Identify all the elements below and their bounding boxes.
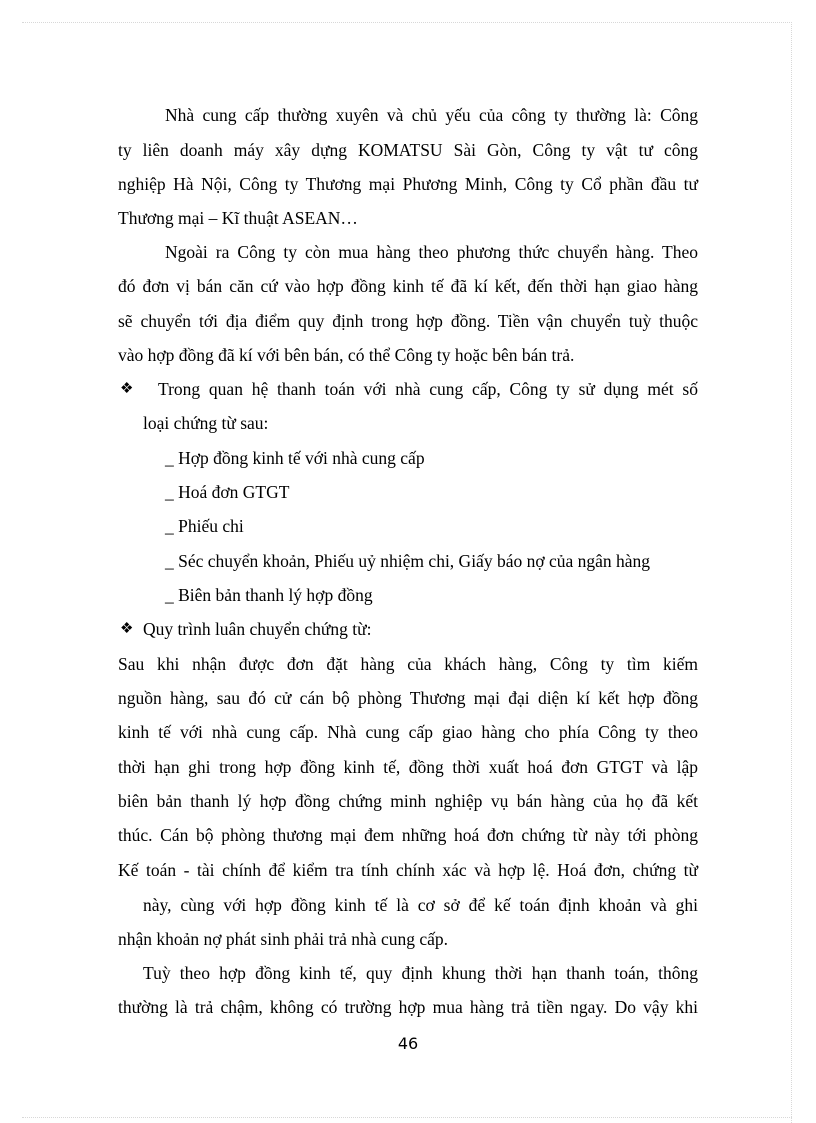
paragraph-3-line-7: Kế toán - tài chính để kiểm tra tính chính xác và hợp lệ. Hoá đơn, chứng từ [118, 860, 698, 880]
paragraph-1-line-2: ty liên doanh máy xây dựng KOMATSU Sài Gòn, Công ty vật tư công [118, 140, 698, 160]
page-number: 46 [397, 1034, 419, 1053]
document-list-item: _ Phiếu chi [165, 516, 244, 536]
paragraph-1-line-1: Nhà cung cấp thường xuyên và chủ yếu của công ty thường là: Công [165, 105, 698, 125]
paragraph-3-line-2: nguồn hàng, sau đó cử cán bộ phòng Thương mại đại diện kí kết hợp đồng [118, 688, 698, 708]
paragraph-3-line-8: này, cùng với hợp đồng kinh tế là cơ sở để kế toán định khoản và ghi [143, 895, 698, 915]
paragraph-2-line-1: Ngoài ra Công ty còn mua hàng theo phương thức chuyển hàng. Theo [165, 242, 698, 262]
paragraph-4-line-2: thường là trả chậm, không có trường hợp mua hàng trả tiền ngay. Do vậy khi [118, 997, 698, 1017]
document-list-item: _ Hợp đồng kinh tế với nhà cung cấp [165, 448, 425, 468]
paragraph-1-line-3: nghiệp Hà Nội, Công ty Thương mại Phương Minh, Công ty Cổ phần đầu tư [118, 174, 698, 194]
paragraph-4-line-1: Tuỳ theo hợp đồng kinh tế, quy định khung thời hạn thanh toán, thông [143, 963, 698, 983]
document-list-item: _ Biên bản thanh lý hợp đồng [165, 585, 373, 605]
section-heading: Quy trình luân chuyển chứng từ: [143, 619, 372, 639]
paragraph-3-line-3: kinh tế với nhà cung cấp. Nhà cung cấp giao hàng cho phía Công ty theo [118, 722, 698, 742]
paragraph-3-line-6: thúc. Cán bộ phòng thương mại đem những hoá đơn chứng từ này tới phòng [118, 825, 698, 845]
paragraph-2-line-3: sẽ chuyển tới địa điểm quy định trong hợp đồng. Tiền vận chuyển tuỳ thuộc [118, 311, 698, 331]
diamond-bullet-icon: ❖ [120, 621, 134, 637]
paragraph-2-line-2: đó đơn vị bán căn cứ vào hợp đồng kinh tế đã kí kết, đến thời hạn giao hàng [118, 276, 698, 296]
paragraph-3-line-5: biên bản thanh lý hợp đồng chứng minh nghiệp vụ bán hàng của họ đã kết [118, 791, 698, 811]
document-list-item: _ Séc chuyển khoản, Phiếu uỷ nhiệm chi, Giấy báo nợ của ngân hàng [165, 551, 651, 571]
paragraph-3-line-1: Sau khi nhận được đơn đặt hàng của khách hàng, Công ty tìm kiếm [118, 654, 698, 674]
paragraph-3-line-4: thời hạn ghi trong hợp đồng kinh tế, đồng thời xuất hoá đơn GTGT và lập [118, 757, 698, 777]
paragraph-2-line-4: vào hợp đồng đã kí với bên bán, có thể Công ty hoặc bên bán trả. [118, 345, 575, 365]
diamond-bullet-icon: ❖ [120, 381, 134, 397]
paragraph-3-line-9: nhận khoản nợ phát sinh phải trả nhà cung cấp. [118, 929, 448, 949]
bullet-1-line-1: Trong quan hệ thanh toán với nhà cung cấp, Công ty sử dụng mét số [158, 379, 698, 399]
document-list-item: _ Hoá đơn GTGT [165, 482, 290, 502]
page-bottom-border [22, 1117, 792, 1118]
paragraph-1-line-4: Thương mại – Kĩ thuật ASEAN… [118, 208, 358, 228]
bullet-1-line-2: loại chứng từ sau: [143, 413, 269, 433]
